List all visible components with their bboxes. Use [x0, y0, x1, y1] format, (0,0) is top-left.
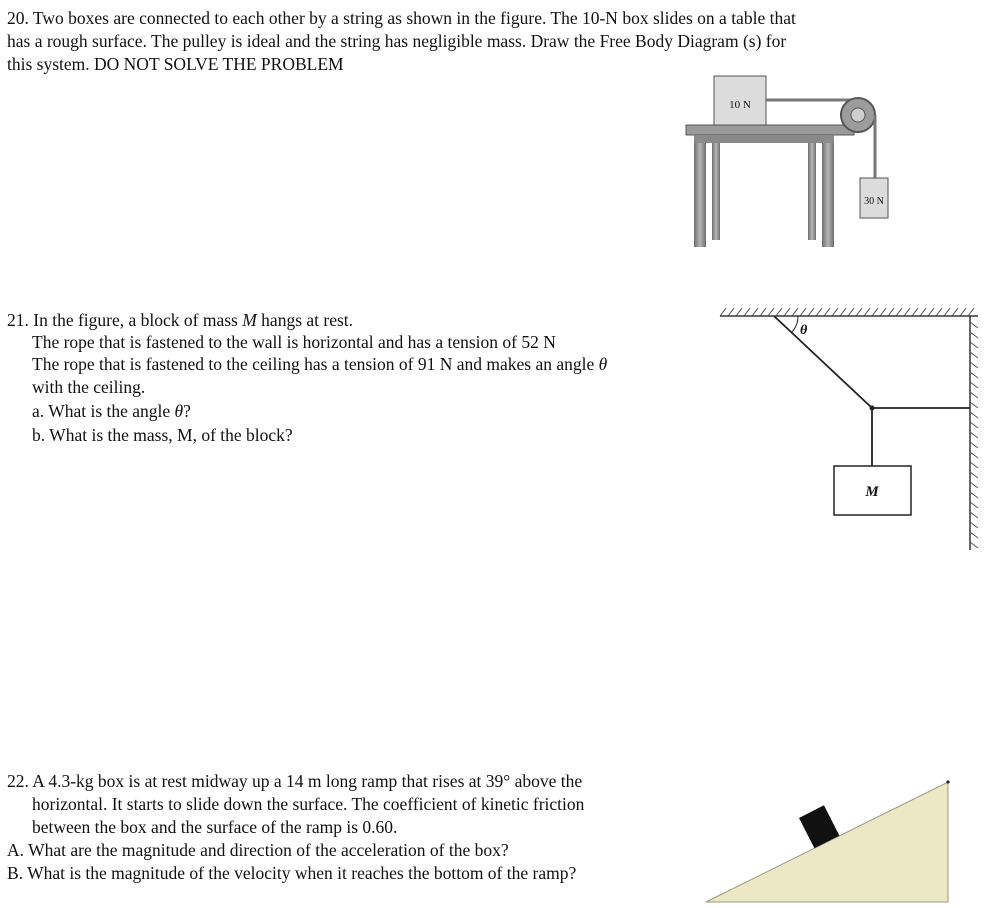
box-30n-label: 30 N [864, 196, 884, 207]
rope-ceiling [774, 316, 872, 408]
q22-line-1: 22. A 4.3-kg box is at rest midway up a 14 m long ramp that rises at 39° above the [7, 771, 583, 791]
q22-line-2: horizontal. It starts to slide down the surface. The coefficient of kinetic friction [32, 794, 585, 814]
angle-label: θ [800, 323, 808, 338]
table-leg-left-2 [712, 135, 720, 240]
q21-figure-hanging-block [712, 300, 987, 555]
q22-part-a: A. What are the magnitude and direction of the acceleration of the box? [7, 840, 509, 860]
q22-line-3: between the box and the surface of the ramp is 0.60. [32, 817, 398, 837]
q21-line-1: 21. In the figure, a block of mass M hangs at rest. [7, 310, 354, 330]
table-leg-right [822, 135, 834, 247]
q20-line-2: has a rough surface. The pulley is ideal and the string has negligible mass. Draw the Free Body Diagram (s) for [7, 31, 787, 51]
q20-line-3: this system. DO NOT SOLVE THE PROBLEM [7, 54, 344, 74]
rope-knot [870, 406, 875, 411]
wall-hatch [970, 322, 978, 548]
q21-part-a: a. What is the angle θ? [32, 401, 191, 421]
ceiling-hatch [720, 308, 974, 316]
box-10n-label: 10 N [729, 99, 751, 111]
q21-line-4: with the ceiling. [32, 377, 146, 397]
q21-part-b: b. What is the mass, M, of the block? [32, 425, 293, 445]
q21-line-3: The rope that is fastened to the ceiling has a tension of 91 N and makes an angle θ [32, 354, 608, 374]
q22-part-b: B. What is the magnitude of the velocity when it reaches the bottom of the ramp? [7, 863, 577, 883]
q21-line-2: The rope that is fastened to the wall is horizontal and has a tension of 52 N [32, 332, 556, 352]
q20-line-1: 20. Two boxes are connected to each other by a string as shown in the figure. The 10-N box slides on a table that [7, 8, 796, 28]
ramp-top-dot [946, 780, 949, 783]
q22-figure-ramp [700, 776, 960, 908]
q20-figure-table-pulley [680, 70, 910, 255]
table-leg-left [694, 135, 706, 247]
table-apron [694, 135, 834, 143]
ramp [706, 782, 948, 902]
table-top [686, 125, 854, 135]
block-label: M [865, 484, 879, 500]
table-leg-right-2 [808, 135, 816, 240]
angle-arc [791, 316, 798, 333]
